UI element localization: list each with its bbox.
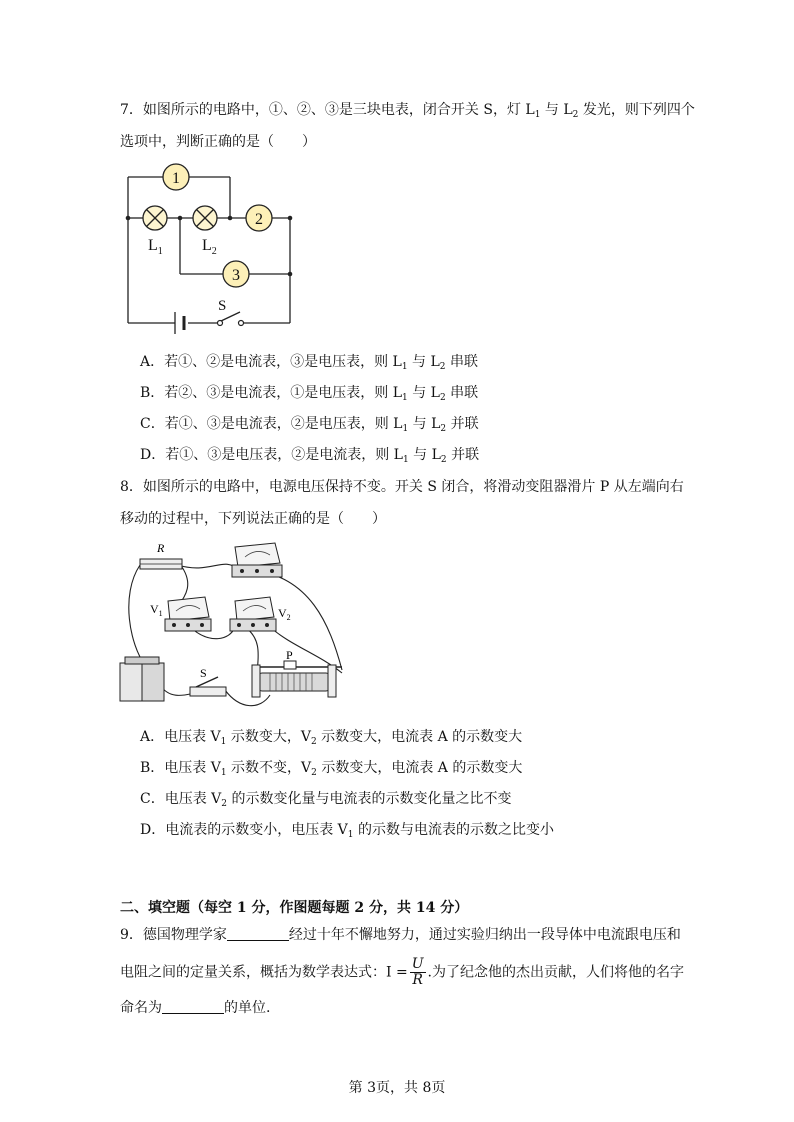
slider-p-label: P xyxy=(286,648,293,662)
q7-option-a: A．若①、②是电流表，③是电压表，则 $L_1$ 与 $L_2$ 串联 xyxy=(140,354,478,372)
lamp-l1-icon xyxy=(143,206,167,230)
rheostat-icon xyxy=(252,661,342,697)
junction-dot xyxy=(228,216,233,221)
resistor-r-icon xyxy=(140,559,182,569)
q8-option-b: B．电压表 $V_1$ 示数不变，$V_2$ 示数变大，电流表 A 的示数变大 xyxy=(140,760,523,778)
q9-blank-1[interactable] xyxy=(227,926,289,941)
q8-option-c: C．电压表 $V_2$ 的示数变化量与电流表的示数变化量之比不变 xyxy=(140,791,512,809)
voltmeter-v1-label: $V_1$ xyxy=(150,602,163,618)
voltmeter-v2-label: $V_2$ xyxy=(278,606,291,622)
q9-line1: 9．德国物理学家 经过十年不懈地努力，通过实验归纳出一段导体中电流跟电压和 xyxy=(120,927,681,943)
ammeter-icon xyxy=(232,543,282,577)
ohms-law-fraction: $\frac{U}{R}$ xyxy=(411,956,424,988)
q7-stem-text-3: 发光，则下列四个 xyxy=(578,102,695,118)
q7-stem-text-2: 与 L xyxy=(540,102,573,118)
lamp-l2-label: $L_2$ xyxy=(202,237,217,257)
meter-3-label: 3 xyxy=(232,267,240,284)
q7-circuit-diagram xyxy=(110,160,310,340)
lamp-l2-icon xyxy=(193,206,217,230)
q7-option-b: B．若②、③是电流表，①是电压表，则 $L_1$ 与 $L_2$ 串联 xyxy=(140,385,479,403)
q7-stem-line2: 选项中，判断正确的是（ ） xyxy=(120,134,316,150)
voltmeter-v2-icon xyxy=(230,597,276,631)
q8-option-d: D．电流表的示数变小，电压表 $V_1$ 的示数与电流表的示数之比变小 xyxy=(140,822,554,840)
lamp-l1-label: $L_1$ xyxy=(148,237,163,257)
q7-option-c: C．若①、③是电流表，②是电压表，则 $L_1$ 与 $L_2$ 并联 xyxy=(140,416,479,434)
meter-3-icon xyxy=(223,261,249,287)
switch-s-label: S xyxy=(200,666,207,680)
q9-line3: 命名为 的单位. xyxy=(120,1000,271,1016)
q8-option-a: A．电压表 $V_1$ 示数变大，$V_2$ 示数变大，电流表 A 的示数变大 xyxy=(140,729,523,747)
resistor-r-label: R xyxy=(157,541,165,555)
junction-dot xyxy=(178,216,183,221)
junction-dot xyxy=(288,272,293,277)
q8-stem-line1: 8．如图所示的电路中，电源电压保持不变。开关 S 闭合，将滑动变阻器滑片 P 从左端向右 xyxy=(120,479,684,495)
q8-apparatus-diagram xyxy=(110,535,355,715)
q8-stem-line2: 移动的过程中，下列说法正确的是（ ） xyxy=(120,511,386,527)
junction-dot xyxy=(126,216,131,221)
meter-1-icon xyxy=(163,164,189,190)
meter-1-label: 1 xyxy=(172,170,180,187)
switch-s-icon xyxy=(190,677,226,696)
q7-stem-line1: 7．如图所示的电路中，①、②、③是三块电表，闭合开关 S，灯 $L_1$ 与 $L_2$ 发光，则下列四个 xyxy=(120,102,695,120)
junction-dot xyxy=(288,216,293,221)
page-footer: 第 3页，共 8页 xyxy=(348,1080,446,1096)
meter-2-icon xyxy=(246,205,272,231)
battery-pack-icon xyxy=(120,657,164,701)
q7-option-d: D．若①、③是电压表，②是电流表，则 $L_1$ 与 $L_2$ 并联 xyxy=(140,447,480,465)
meter-2-label: 2 xyxy=(255,211,263,228)
q7-stem-text: 7．如图所示的电路中，①、②、③是三块电表，闭合开关 S，灯 L xyxy=(120,102,535,118)
section-2-title: 二、填空题（每空 1 分，作图题每题 2 分，共 14 分） xyxy=(120,900,469,916)
q9-blank-2[interactable] xyxy=(162,999,224,1014)
switch-contact-right xyxy=(239,321,244,326)
switch-contact-left xyxy=(218,321,223,326)
voltmeter-v1-icon xyxy=(165,597,211,631)
switch-label: S xyxy=(218,298,227,314)
q9-line2: 电阻之间的定量关系，概括为数学表达式：I = $\frac{U}{R}$ .为了纪念他的杰出贡献，人们将他的名字 xyxy=(120,956,684,988)
